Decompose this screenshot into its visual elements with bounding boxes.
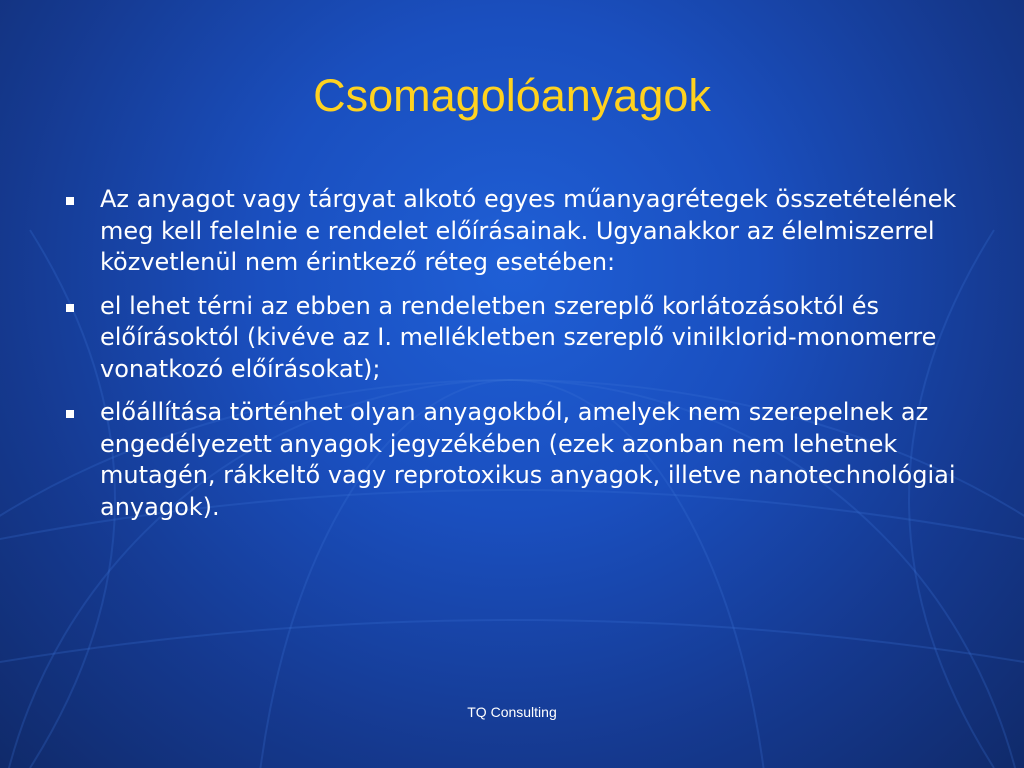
square-bullet-icon bbox=[66, 197, 74, 205]
square-bullet-icon bbox=[66, 304, 74, 312]
bullet-text: el lehet térni az ebben a rendeletben szereplő korlátozásoktól és előírásoktól (kivéve az I. mellékletben szereplő vinilklorid-monomerre vonatkozó előírásokat); bbox=[100, 291, 937, 383]
bullet-text: Az anyagot vagy tárgyat alkotó egyes műanyagrétegek összetételének meg kell felelnie e rendelet előírásainak. Ugyanakkor az élelmiszerrel közvetlenül nem érintkező réteg esetében: bbox=[100, 185, 957, 276]
bullet-text: előállítása történhet olyan anyagokból, amelyek nem szerepelnek az engedélyezett anyagok jegyzékében (ezek azonban nem lehetnek mutagén, rákkeltő vagy reprotoxikus anyagok, illetve nanotechnológiai anyagok). bbox=[100, 398, 956, 521]
slide-title: Csomagolóanyagok bbox=[313, 70, 711, 121]
square-bullet-icon bbox=[66, 410, 74, 418]
bullet-item bbox=[60, 184, 960, 279]
bullet-item bbox=[60, 291, 960, 386]
bullet-list bbox=[60, 184, 960, 535]
bullet-item bbox=[60, 397, 960, 523]
slide-footer: TQ Consulting bbox=[467, 704, 557, 720]
